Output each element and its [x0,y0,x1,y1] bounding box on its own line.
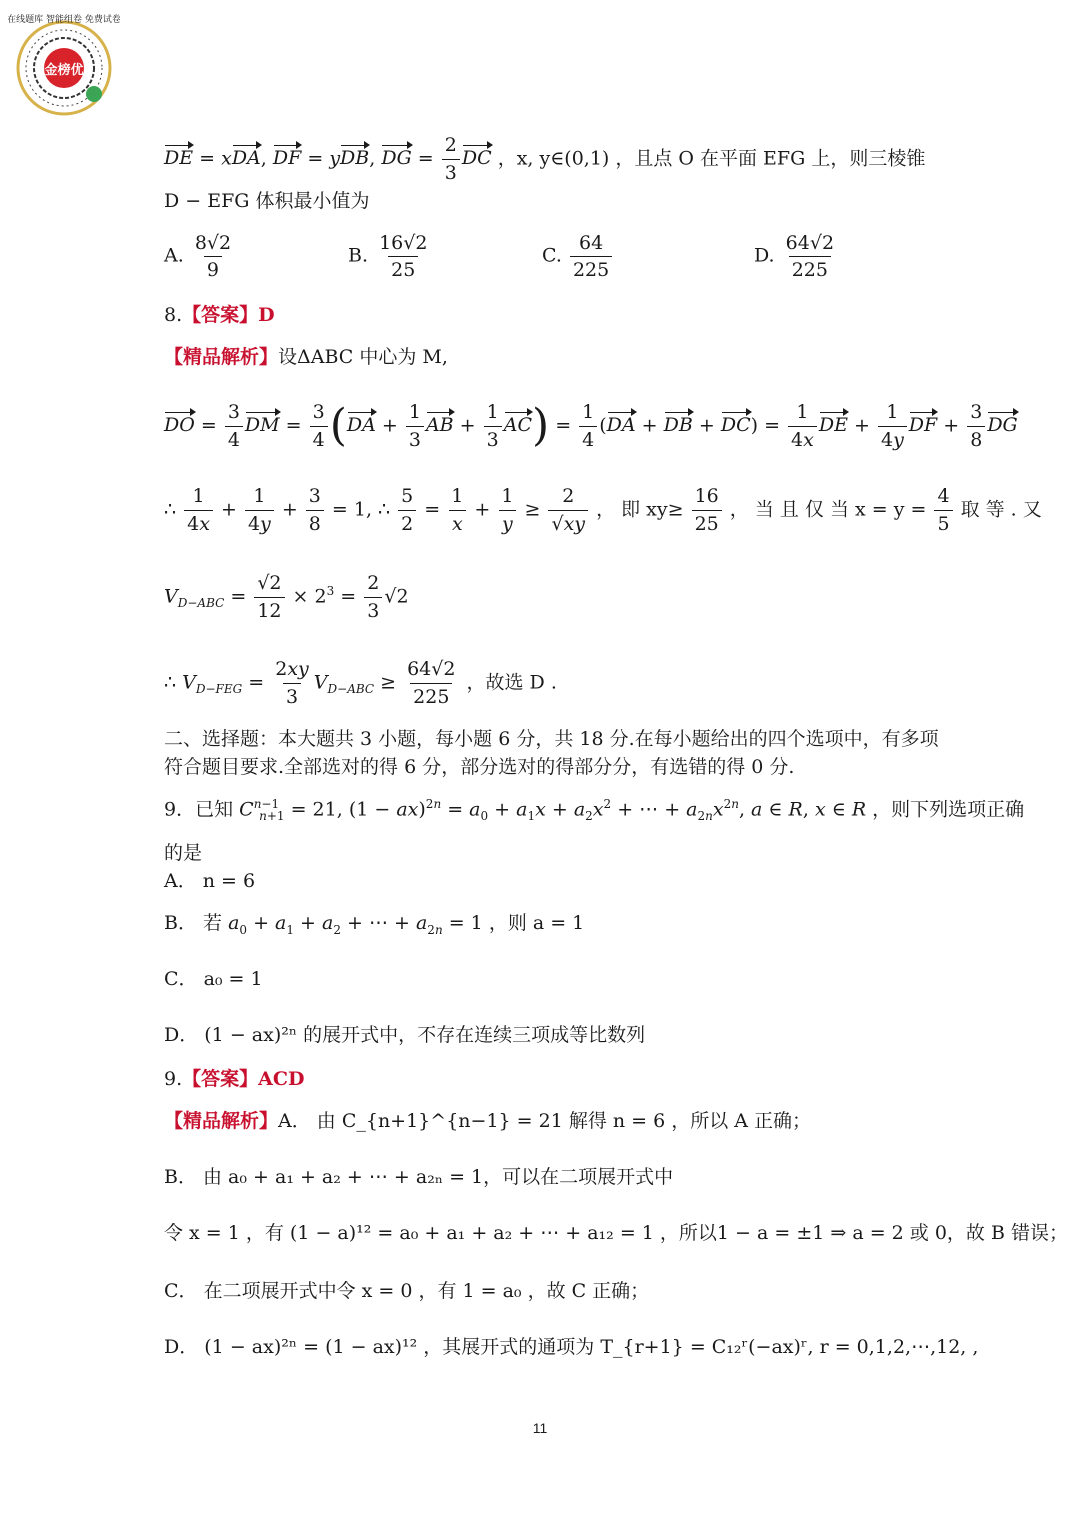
analysis-9-d: D． (1 − ax)²ⁿ = (1 − ax)¹² ，其展开式的通项为 T_{r+1} = C₁₂ʳ(−ax)ʳ, r = 0,1,2,⋯,12, , [164,1336,979,1358]
answer-tag: 【答案】ACD [182,1068,305,1090]
svg-text:在线题库 智能组卷 免费试卷: 在线题库 智能组卷 免费试卷 [8,15,120,25]
analysis-9-b: B． 由 a₀ + a₁ + a₂ + ⋯ + a₂ₙ = 1，可以在二项展开式中 [164,1166,674,1188]
site-logo [8,8,120,120]
analysis-9-b2: 令 x = 1 ，有 (1 − a)¹² = a₀ + a₁ + a₂ + ⋯ + a₁₂ = 1 ，所以1 − a = ±1 ⇒ a = 2 或 0，故 B 错误； [164,1222,1068,1244]
a8-conclusion-line: ∴ $V_{D-FEG}$ = $\frac{2xy}{3}$ $V_{D-ABC}$ ≥ $\frac{64√2}{225}$ ，故选 D . [164,658,557,708]
answer-tag: 【答案】D [182,304,275,326]
analysis-9-c: C． 在二项展开式中令 x = 0 ，有 1 = a₀ ，故 C 正确； [164,1280,650,1302]
answer-8: 8.【答案】D [164,304,275,326]
answer-9: 9.【答案】ACD [164,1068,305,1090]
q7-option-a: A. $\frac{8√2}{9}$ [164,232,232,281]
q7-option-d: D. $\frac{64√2}{225}$ [754,232,835,281]
q9-option-c: C． a₀ = 1 [164,968,263,990]
q7-option-c: C. $\frac{64}{225}$ [542,232,614,281]
q7-tail: ，x, y∈(0,1) ，且点 O 在平面 EFG 上，则三棱锥 [497,147,926,170]
analysis-8: 【精品解析】设ΔABC 中心为 M, [164,346,448,368]
q9-option-b: B． 若 $a_0 + a_1 + a_2$ + ⋯ + $a_{2n} = 1$ ，则 a = 1 [164,912,585,937]
analysis-9-a: 【精品解析】A． 由 C_{n+1}^{n−1} = 21 解得 n = 6 ，所以 A 正确； [164,1110,812,1132]
q7-line2: D − EFG 体积最小值为 [164,190,370,212]
page-number: 11 [532,1420,548,1436]
q9-line2: 的是 [164,842,203,864]
a8-volume-line: $V_{D-ABC}$ = $\frac{√2}{12}$ × $2^3$ = $\frac{2}{3}$ √2 [164,572,409,622]
analysis-tag: 【精品解析】 [164,1110,279,1132]
a8-vector-equation: DO = $\frac{3}{4}$ DM = $\frac{3}{4}$ (DA + $\frac{1}{3}$ AB + $\frac{1}{3}$ AC) = $\frac{1}{4}$ (DA + DB + DC) = $\frac{1}{4x}$ DE + $\frac{1}{4y}$ DF + $\frac{3}{8}$ DG [164,400,1018,451]
a8-inequality-line: ∴ $\frac{1}{4x}$ + $\frac{1}{4y}$ + $\frac{3}{8}$ = 1, ∴ $\frac{5}{2}$ = $\frac{1}{x}$ + $\frac{1}{y}$ ≥ $\frac{2}{√xy}$ ， 即 xy≥ $\frac{16}{25}$ ， 当 且 仅 当 x = y = $\frac{4}{5}$ 取 等 . 又 [164,485,1042,535]
analysis-tag: 【精品解析】 [164,346,279,368]
section-2-line2: 符合题目要求.全部选对的得 6 分，部分选对的得部分分，有选错的得 0 分. [164,756,795,778]
q7-option-b: B. $\frac{16√2}{25}$ [348,232,428,281]
fraction: $\frac{2}{3}$ [442,134,460,185]
svg-text:金榜优: 金榜优 [44,63,84,78]
q9-stem: 9．已知 $C^{n-1}_{n+1} = 21$, $(1 - ax)^{2n} = a_0 + a_1x + a_2x^2$ + ⋯ + $a_{2n}x^{2n}$, a ∈ R, x ∈ R ，则下列选项正确 [164,797,1025,824]
section-2-line1: 二、选择题：本大题共 3 小题，每小题 6 分，共 18 分.在每小题给出的四个选项中，有多项 [164,728,939,750]
q9-option-d: D． (1 − ax)²ⁿ 的展开式中，不存在连续三项成等比数列 [164,1024,646,1046]
q7-condition-line: DE = xDA, DF = yDB, DG = $\frac{2}{3}$ DC ，x, y∈(0,1) ，且点 O 在平面 EFG 上，则三棱锥 [164,134,926,184]
q9-option-a: A． n = 6 [164,870,256,892]
